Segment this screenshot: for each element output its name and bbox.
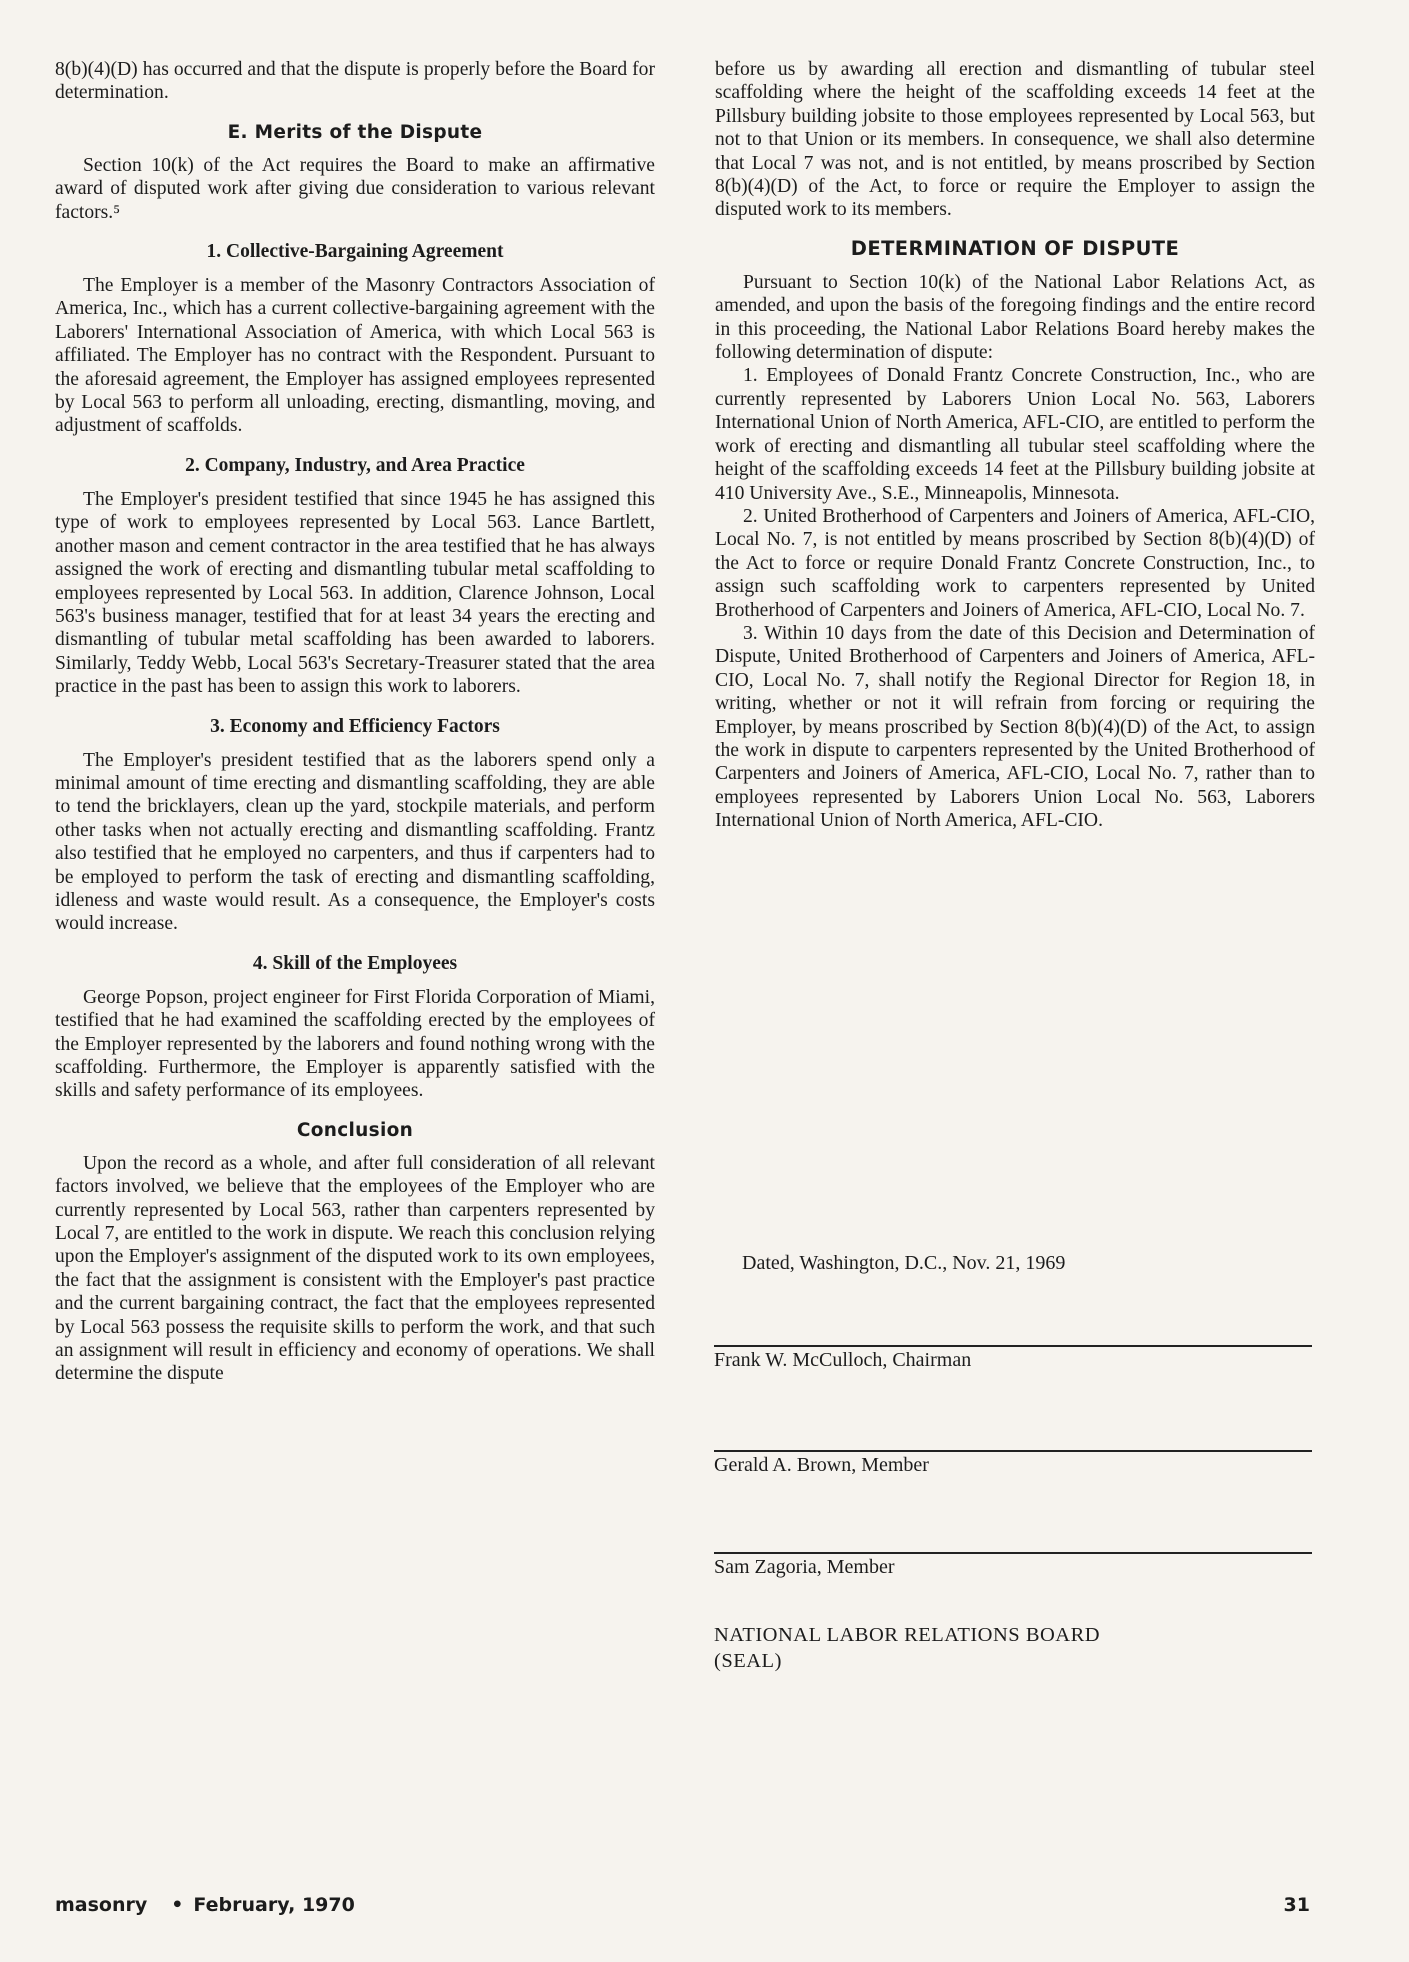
signature-line xyxy=(714,1345,1312,1347)
factor4-heading: 4. Skill of the Employees xyxy=(252,952,458,974)
signature-member-zagoria xyxy=(714,1552,1312,1579)
publication-info xyxy=(55,1894,365,1916)
signature-chairman xyxy=(714,1345,1312,1372)
board-name: NATIONAL LABOR RELATIONS BOARD xyxy=(714,1624,1101,1646)
section-e-heading: E. Merits of the Dispute xyxy=(227,121,483,143)
signature-name: Frank W. McCulloch, Chairman xyxy=(714,1349,972,1371)
board-block xyxy=(714,1622,1100,1674)
factor4-paragraph: George Popson, project engineer for First Florida Corporation of Miami, testified that he had examined the scaffolding erected by the employees of the Employer represented by the laborers and found nothing wrong with the scaffolding. Furthermore, the Employer is apparently satisfied with the skills and safety performance of its employees. xyxy=(55,986,655,1102)
determination-item-3: 3. Within 10 days from the date of this Decision and Determination of Dispute, United Brotherhood of Carpenters and Joiners of America, AFL-CIO, Local No. 7, shall notify the Regional Director for Region 18, in writing, whether or not it will refrain from forcing or requiring the Employer, by means proscribed by Section 8(b)(4)(D) of the Act, to assign the work in dispute to carpenters represented by the United Brotherhood of Carpenters and Joiners of America, AFL-CIO, Local No. 7, rather than to employees represented by Laborers Union Local No. 563, Laborers International Union of North America, AFL-CIO. xyxy=(715,622,1315,832)
determination-item-1: 1. Employees of Donald Frantz Concrete Construction, Inc., who are currently represented by Laborers Union Local No. 563, Laborers International Union of North America, AFL-CIO, are entitled to perform the work of erecting and dismantling all tubular steel scaffolding where the height of the scaffolding exceeds 14 feet at the Pillsbury building jobsite at 410 University Ave., S.E., Minneapolis, Minnesota. xyxy=(715,365,1315,504)
factor2-paragraph: The Employer's president testified that since 1945 he has assigned this type of work to employees represented by Local 563. Lance Bartlett, another mason and cement contractor in the area testified that he has always assigned the work of erecting and dismantling tubular metal scaffolding to employees represented by Local 563. In addition, Clarence Johnson, Local 563's business manager, testified that for at least 34 years the erecting and dismantling of tubular metal scaffolding has been awarded to laborers. Similarly, Teddy Webb, Local 563's Secretary-Treasurer stated that the area practice in the past has been to assign this work to laborers. xyxy=(55,488,655,698)
section-e-paragraph: Section 10(k) of the Act requires the Board to make an affirmative award of disputed work after giving due consideration to various relevant factors.⁵ xyxy=(55,154,655,223)
page-number: 31 xyxy=(1283,1894,1310,1916)
continuation-paragraph: before us by awarding all erection and dismantling of tubular steel scaffolding where the height of the scaffolding exceeds 14 feet at the Pillsbury building jobsite to those employees represented by Local 563, but not to that Union or its members. In consequence, we shall also determine that Local 7 was not, and is not entitled, by means proscribed by Section 8(b)(4)(D) of the Act, to force or require the Employer to assign the disputed work to its members. xyxy=(715,59,1315,221)
seal-label: (SEAL) xyxy=(714,1650,782,1672)
factor1-paragraph: The Employer is a member of the Masonry Contractors Association of America, Inc., which has a current collective-bargaining agreement with the Laborers' International Association of America, with which Local 563 is affiliated. The Employer has no contract with the Respondent. Pursuant to the aforesaid agreement, the Employer has assigned employees represented by Local 563 to perform all unloading, erecting, dismantling, moving, and adjustment of scaffolds. xyxy=(55,275,655,437)
factor3-heading: 3. Economy and Efficiency Factors xyxy=(210,715,500,737)
conclusion-heading: Conclusion xyxy=(296,1119,414,1141)
right-column xyxy=(715,58,1315,833)
determination-intro: Pursuant to Section 10(k) of the National Labor Relations Act, as amended, and upon the basis of the foregoing findings and the entire record in this proceeding, the National Labor Relations Board hereby makes the following determination of dispute: xyxy=(715,271,1315,364)
issue-date: February, 1970 xyxy=(193,1894,355,1916)
factor2-heading: 2. Company, Industry, and Area Practice xyxy=(185,454,525,476)
determination-item-2: 2. United Brotherhood of Carpenters and Joiners of America, AFL-CIO, Local No. 7, is not entitled by means proscribed by Section 8(b)(4)(D) of the Act to force or require Donald Frantz Concrete Construction, Inc., to assign such scaffolding work to carpenters represented by United Brotherhood of Carpenters and Joiners of America, AFL-CIO, Local No. 7. xyxy=(715,505,1315,621)
signature-name: Sam Zagoria, Member xyxy=(714,1556,895,1578)
left-column xyxy=(55,58,655,1386)
signature-name: Gerald A. Brown, Member xyxy=(714,1454,929,1476)
determination-heading: DETERMINATION OF DISPUTE xyxy=(850,236,1180,260)
signature-line xyxy=(714,1450,1312,1452)
intro-paragraph: 8(b)(4)(D) has occurred and that the dispute is properly before the Board for determination. xyxy=(55,59,655,104)
signature-line xyxy=(714,1552,1312,1554)
factor1-heading: 1. Collective-Bargaining Agreement xyxy=(206,241,504,263)
conclusion-paragraph: Upon the record as a whole, and after full consideration of all relevant factors involved, we believe that the employees of the Employer who are currently represented by Local 563, rather than carpenters represented by Local 7, are entitled to the work in dispute. We reach this conclusion relying upon the Employer's assignment of the disputed work to its own employees, the fact that the assignment is consistent with the Employer's past practice and the current bargaining contract, the fact that the employees represented by Local 563 possess the requisite skills to perform the work, and that such an assignment will result in efficiency and economy of operations. We shall determine the dispute xyxy=(55,1152,655,1385)
publication-name: masonry xyxy=(55,1894,148,1916)
bullet-separator: • xyxy=(171,1894,184,1916)
factor3-paragraph: The Employer's president testified that as the laborers spend only a minimal amount of time erecting and dismantling scaffolding, they are able to tend the bricklayers, clean up the yard, stockpile materials, and perform other tasks when not actually erecting and dismantling scaffolding. Frantz also testified that he employed no carpenters, and thus if carpenters had to be employed to perform the task of erecting and dismantling scaffolding, idleness and waste would result. As a consequence, the Employer's costs would increase. xyxy=(55,749,655,935)
dated-line: Dated, Washington, D.C., Nov. 21, 1969 xyxy=(742,1252,1066,1274)
signature-member-brown xyxy=(714,1450,1312,1477)
